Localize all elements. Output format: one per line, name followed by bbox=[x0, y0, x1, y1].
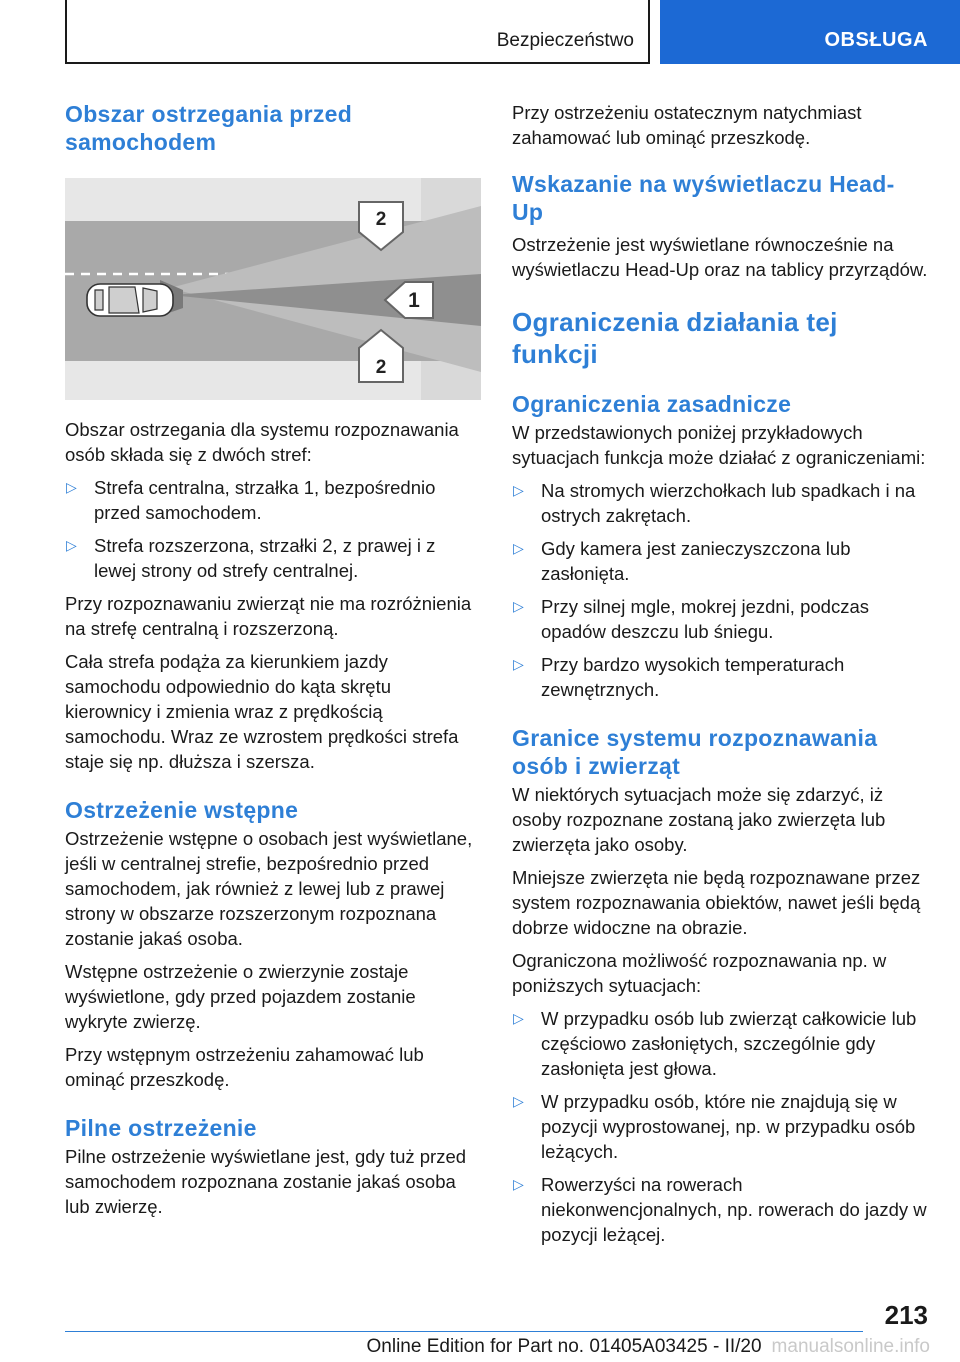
list-item: ▷ Przy silnej mgle, mokrej jezdni, podczas opadów deszczu lub śniegu. bbox=[513, 596, 869, 642]
heading-urgent-warning: Pilne ostrzeżenie bbox=[65, 1115, 257, 1141]
bullet-icon: ▷ bbox=[513, 656, 524, 672]
list-item: ▷ Rowerzyści na rowerach niekonwencjonalnych, np. rowerach do jazdy w pozycji leżącej. bbox=[513, 1174, 927, 1245]
arrow-2-bottom-label: 2 bbox=[375, 357, 387, 378]
paragraph-hud: Ostrzeżenie jest wyświetlane równocześnie na wyświetlaczu Head-Up oraz na tablicy przyrządów. bbox=[512, 234, 928, 280]
paragraph-bounds-1: W niektórych sytuacjach może się zdarzyć, iż osoby rozpoznane zostaną jako zwierzęta lub zwierzęta jako osoby. bbox=[512, 784, 886, 855]
left-column bbox=[65, 100, 477, 1219]
page-header bbox=[0, 0, 960, 66]
paragraph-bounds-3: Ograniczona możliwość rozpoznawania np. w poniższych sytuacjach: bbox=[512, 950, 887, 996]
list-item: ▷ Gdy kamera jest zanieczyszczona lub zasłonięta. bbox=[513, 538, 851, 584]
list-item: ▷ Strefa rozszerzona, strzałki 2, z prawej i z lewej strony od strefy centralnej. bbox=[66, 535, 436, 581]
heading-limitations: Ograniczenia działania tej funkcji bbox=[512, 307, 838, 369]
list-item: ▷ Na stromych wierzchołkach lub spadkach i na ostrych zakrętach. bbox=[513, 480, 916, 526]
basic-limitations-list bbox=[512, 478, 928, 702]
paragraph-urgent-warning: Pilne ostrzeżenie wyświetlane jest, gdy tuż przed samochodem rozpoznana zostanie jakaś osoba lub zwierzę. bbox=[65, 1146, 467, 1217]
page-number: 213 bbox=[884, 1300, 928, 1330]
bullet-icon: ▷ bbox=[513, 1176, 524, 1192]
bounds-list bbox=[512, 1006, 928, 1247]
section-title-warning-area: Obszar ostrzegania przed samochodem bbox=[65, 101, 353, 155]
bullet-icon: ▷ bbox=[513, 540, 524, 556]
paragraph-basic-limitations: W przedstawionych poniżej przykładowych sytuacjach funkcja może działać z ograniczeniami: bbox=[512, 422, 926, 468]
paragraph-zone-follow: Cała strefa podąża za kierunkiem jazdy samochodu odpowiednio do kąta skrętu kierownicy i zmienia wraz z prędkością samochodu. Wraz ze wzrostem prędkości strefa staje się np. dłuższa i szersza. bbox=[65, 651, 459, 772]
paragraph-pre-warning-2: Wstępne ostrzeżenie o zwierzynie zostaje wyświetlone, gdy przed pojazdem zostanie wykryte zwierzę. bbox=[65, 961, 416, 1032]
heading-basic-limitations: Ograniczenia zasadnicze bbox=[512, 391, 792, 417]
heading-hud: Wskazanie na wyświetlaczu Head-Up bbox=[512, 171, 895, 225]
heading-system-bounds: Granice systemu rozpoznawania osób i zwierząt bbox=[512, 725, 878, 779]
footer-edition bbox=[0, 1336, 960, 1358]
zone-list bbox=[65, 475, 477, 583]
footer-watermark: manualsonline.info bbox=[771, 1336, 930, 1357]
footer-divider bbox=[65, 1331, 863, 1332]
bullet-icon: ▷ bbox=[513, 482, 524, 498]
bullet-icon: ▷ bbox=[513, 1010, 524, 1026]
header-tab-label: OBSŁUGA bbox=[824, 29, 928, 51]
paragraph-pre-warning-1: Ostrzeżenie wstępne o osobach jest wyświetlane, jeśli w centralnej strefie, bezpośrednio przed samochodem, jak również z lewej lub z prawej strony w obszarze rozszerzonym rozpoznana zostanie jakaś osoba. bbox=[65, 828, 473, 949]
warning-area-figure bbox=[65, 178, 481, 400]
paragraph-intro: Obszar ostrzegania dla systemu rozpoznawania osób składa się z dwóch stref: bbox=[65, 419, 459, 465]
paragraph-bounds-2: Mniejsze zwierzęta nie będą rozpoznawane przez system rozpoznawania obiektów, nawet jeśli będą dobrze widoczne na obrazie. bbox=[512, 867, 921, 938]
arrow-2-top-label: 2 bbox=[375, 209, 387, 230]
bullet-icon: ▷ bbox=[66, 479, 77, 495]
car-icon bbox=[87, 284, 173, 316]
paragraph-final-warning: Przy ostrzeżeniu ostatecznym natychmiast zahamować lub ominąć przeszkodę. bbox=[512, 102, 862, 148]
bullet-icon: ▷ bbox=[513, 598, 524, 614]
right-column bbox=[512, 100, 928, 1247]
list-item: ▷ Strefa centralna, strzałka 1, bezpośrednio przed samochodem. bbox=[66, 477, 436, 523]
list-item: ▷ W przypadku osób lub zwierząt całkowicie lub częściowo zasłoniętych, szczególnie gdy zasłonięta jest głowa. bbox=[513, 1008, 917, 1079]
bullet-icon: ▷ bbox=[513, 1093, 524, 1109]
arrow-1-label: 1 bbox=[408, 289, 420, 312]
paragraph-pre-warning-3: Przy wstępnym ostrzeżeniu zahamować lub ominąć przeszkodę. bbox=[65, 1044, 424, 1090]
header-section-box bbox=[65, 0, 650, 64]
header-section-title: Bezpieczeństwo bbox=[496, 30, 634, 51]
footer-edition-text: Online Edition for Part no. 01405A03425 - II/20 bbox=[366, 1336, 762, 1357]
header-tab bbox=[660, 0, 960, 64]
list-item: ▷ W przypadku osób, które nie znajdują się w pozycji wyprostowanej, np. w przypadku osób leżących. bbox=[513, 1091, 916, 1162]
heading-pre-warning: Ostrzeżenie wstępne bbox=[65, 797, 299, 823]
bullet-icon: ▷ bbox=[66, 537, 77, 553]
list-item: ▷ Przy bardzo wysokich temperaturach zewnętrznych. bbox=[513, 654, 845, 700]
paragraph-animals: Przy rozpoznawaniu zwierząt nie ma rozróżnienia na strefę centralną i rozszerzoną. bbox=[65, 593, 472, 639]
